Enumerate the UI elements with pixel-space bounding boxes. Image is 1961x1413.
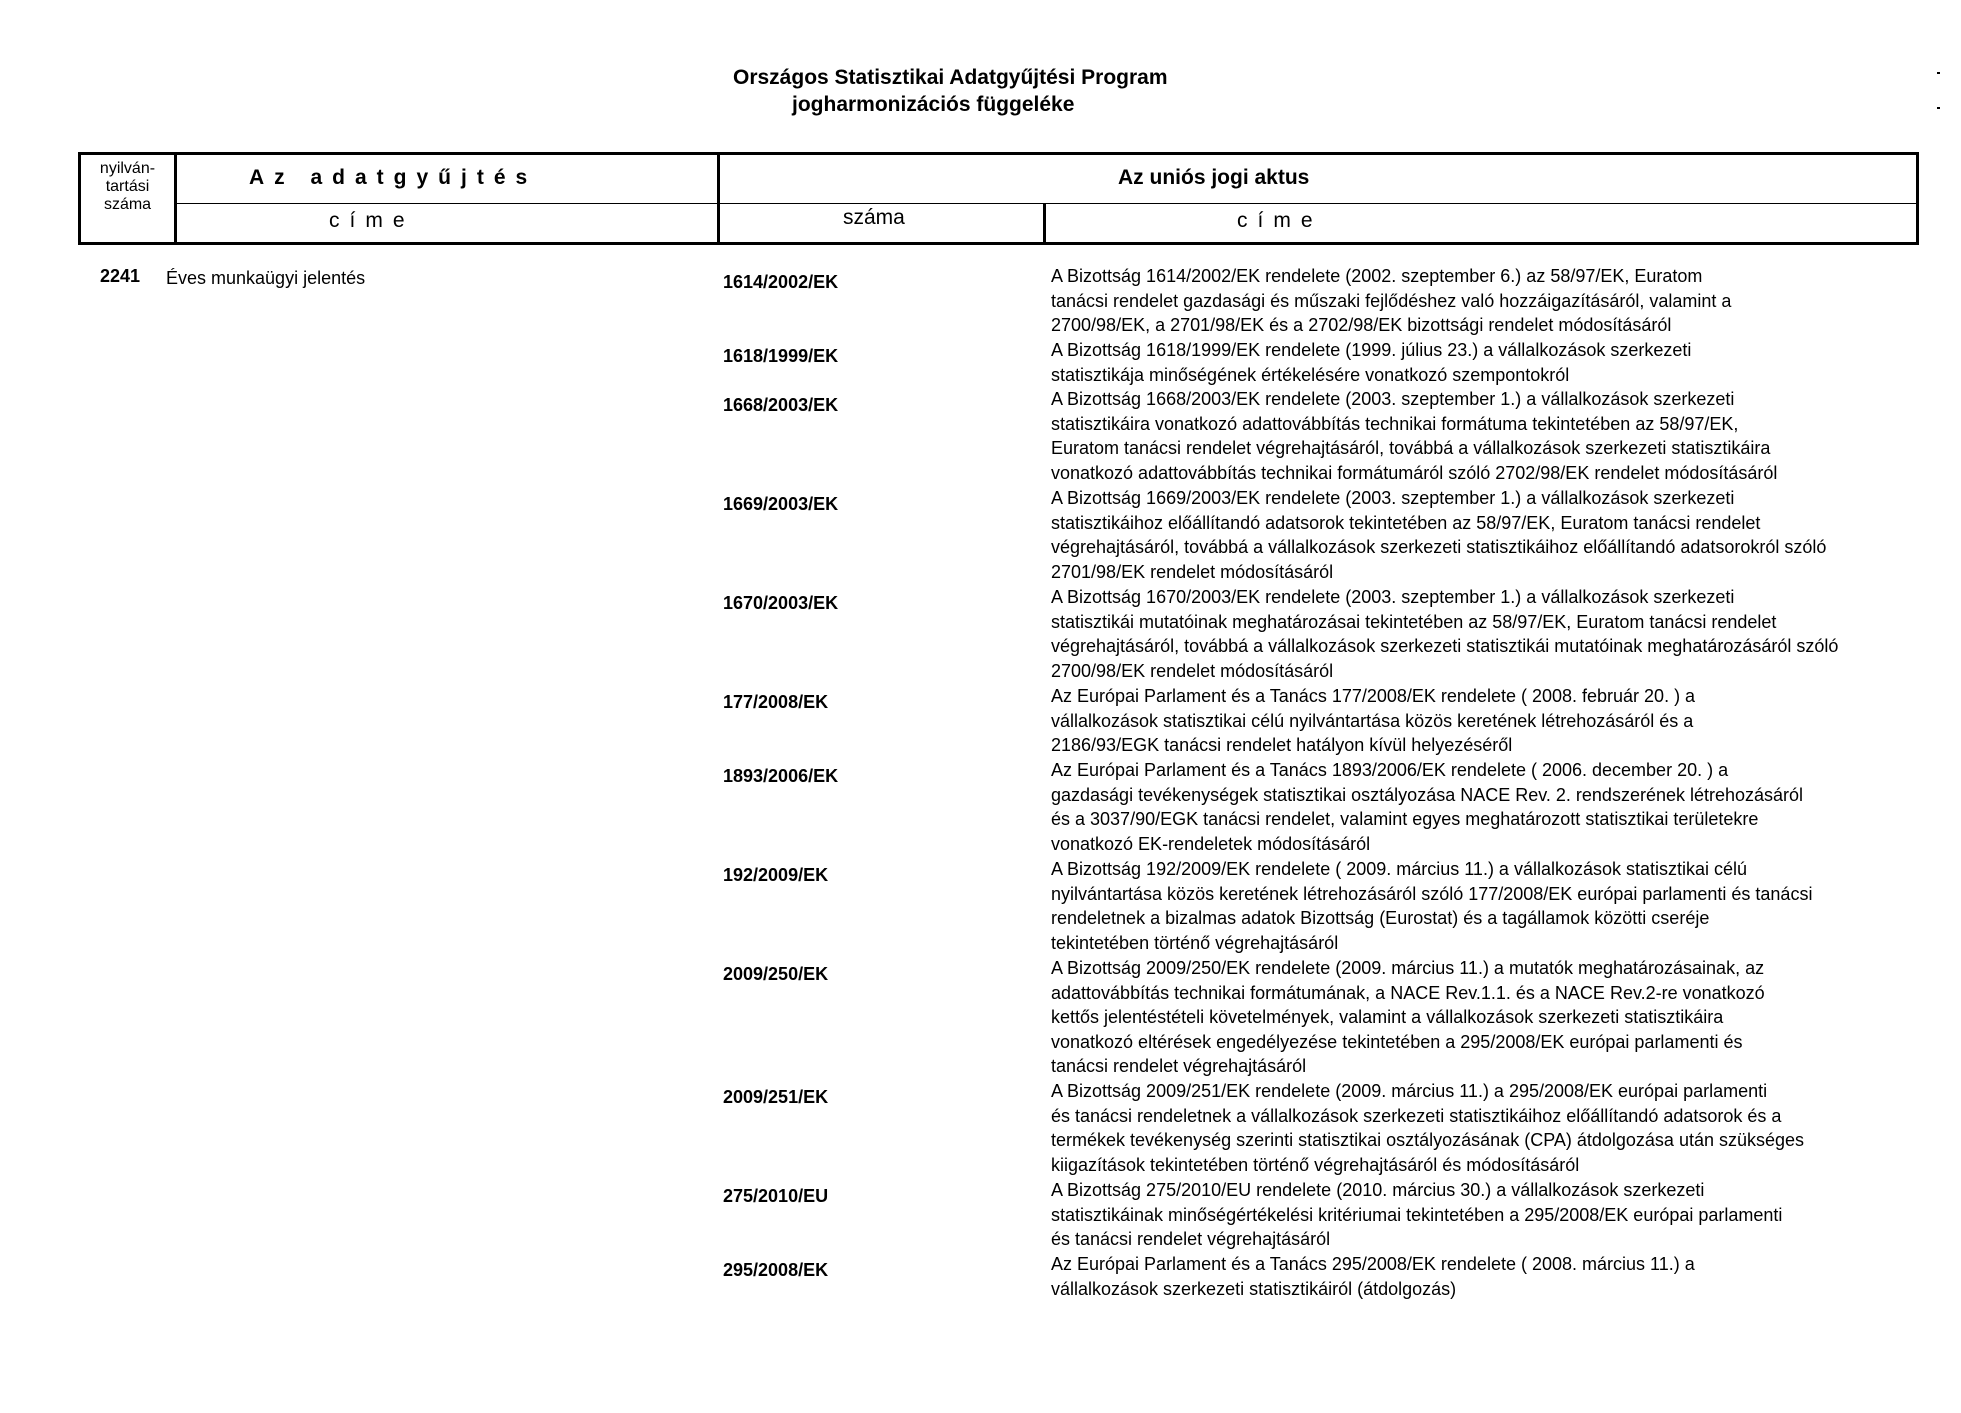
eu-act-header: Az uniós jogi aktus xyxy=(1118,166,1310,189)
act-number: 275/2010/EU xyxy=(723,1186,829,1206)
act-description: Az Európai Parlament és a Tanács 295/2008/EK rendelete ( 2008. március 11.) a vállalkozások szerkezeti statisztikáiról (átdolgozás) xyxy=(1051,1254,1695,1299)
act-number: 2009/251/EK xyxy=(723,1087,829,1107)
header-divider xyxy=(1043,203,1046,245)
act-description: A Bizottság 1614/2002/EK rendelete (2002. szeptember 6.) az 58/97/EK, Euratom tanácsi rendelet gazdasági és műszaki fejlődéshez való hozzáigazításáról, valamint a 2700/98/EK, a 2701/98/EK és a 2702/98/EK bizottsági rendelet módosításáról xyxy=(1051,266,1732,336)
entry-id: 2241 xyxy=(100,266,141,286)
act-number: 1893/2006/EK xyxy=(723,766,839,786)
act-number: 1614/2002/EK xyxy=(723,272,839,292)
header-divider xyxy=(717,155,720,242)
act-description: A Bizottság 2009/250/EK rendelete (2009. március 11.) a mutatók meghatározásainak, az adattovábbítás technikai formátumának, a NACE Rev.1.1. és a NACE Rev.2-re vonatkozó kettős jelentéstételi követelmények, valamint a vállalkozások szerkezeti statisztikáira vonatkozó eltérések engedélyezése tekintetében a 295/2008/EK európai parlamenti és tanácsi rendelet végrehajtásáról xyxy=(1051,958,1765,1077)
act-number: 1618/1999/EK xyxy=(723,346,839,366)
title-line-1: Országos Statisztikai Adatgyűjtési Program xyxy=(733,66,1168,89)
act-number: 2009/250/EK xyxy=(723,964,829,984)
header-rule xyxy=(174,203,1919,204)
header-divider xyxy=(174,155,177,242)
act-number: 192/2009/EK xyxy=(723,865,829,885)
table-header xyxy=(78,152,1919,245)
act-number: 295/2008/EK xyxy=(723,1260,829,1280)
act-description: Az Európai Parlament és a Tanács 1893/2006/EK rendelete ( 2006. december 20. ) a gazdasági tevékenységek statisztikai osztályozása NACE Rev. 2. rendszerének létrehozásáról és a 3037/90/EGK tanácsi rendelet, valamint egyes meghatározott statisztikai területekre vonatkozó EK-rendeletek módosításáról xyxy=(1051,760,1804,854)
act-number: 1669/2003/EK xyxy=(723,494,839,514)
act-description: A Bizottság 1618/1999/EK rendelete (1999. július 23.) a vállalkozások szerkezeti statisztikája minőségének értékelésére vonatkozó szempontokról xyxy=(1051,340,1692,385)
eu-number-header: száma xyxy=(843,206,905,229)
act-number: 1668/2003/EK xyxy=(723,395,839,415)
collection-title-header: címe xyxy=(329,209,415,232)
entry-title: Éves munkaügyi jelentés xyxy=(166,268,366,288)
act-number: 177/2008/EK xyxy=(723,692,829,712)
act-description: A Bizottság 192/2009/EK rendelete ( 2009. március 11.) a vállalkozások statisztikai célú nyilvántartása közös keretének létrehozásáról szóló 177/2008/EK európai parlamenti és tanácsi rendeletnek a bizalmas adatok Bizottság (Eurostat) és a tagállamok közötti cseréje tekintetében történő végrehajtásáról xyxy=(1051,859,1813,953)
collection-header: Az adatgyűjtés xyxy=(249,166,538,189)
margin-mark xyxy=(1937,107,1940,109)
act-description: A Bizottság 1669/2003/EK rendelete (2003. szeptember 1.) a vállalkozások szerkezeti statisztikáihoz előállítandó adatsorok tekintetében az 58/97/EK, Euratom tanácsi rendelet végrehajtásáról, továbbá a vállalkozások szerkezeti statisztikáihoz előállítandó adatsorokról szóló 2701/98/EK rendelet módosításáról xyxy=(1051,488,1827,582)
margin-mark xyxy=(1937,72,1940,74)
act-description: A Bizottság 275/2010/EU rendelete (2010. március 30.) a vállalkozások szerkezeti statisztikáinak minőségértékelési kritériumai tekintetében a 295/2008/EK európai parlamenti és tanácsi rendelet végrehajtásáról xyxy=(1051,1180,1783,1250)
reg-number-header: nyilván- tartási száma xyxy=(99,160,156,213)
act-description: Az Európai Parlament és a Tanács 177/2008/EK rendelete ( 2008. február 20. ) a vállalkozások statisztikai célú nyilvántartása közös keretének létrehozásáról és a 2186/93/EGK tanácsi rendelet hatályon kívül helyezéséről xyxy=(1051,686,1696,756)
title-line-2: jogharmonizációs függeléke xyxy=(792,93,1075,116)
act-description: A Bizottság 1670/2003/EK rendelete (2003. szeptember 1.) a vállalkozások szerkezeti statisztikái mutatóinak meghatározásai tekintetében az 58/97/EK, Euratom tanácsi rendelet végrehajtásáról, továbbá a vállalkozások szerkezeti statisztikái mutatóinak meghatározásáról szóló 2700/98/EK rendelet módosításáról xyxy=(1051,587,1839,681)
act-description: A Bizottság 1668/2003/EK rendelete (2003. szeptember 1.) a vállalkozások szerkezeti statisztikáira vonatkozó adattovábbítás technikai formátuma tekintetében az 58/97/EK, Euratom tanácsi rendelet végrehajtásáról, továbbá a vállalkozások szerkezeti statisztikáira vonatkozó adattovábbítás technikai formátumáról szóló 2702/98/EK rendelet módosításáról xyxy=(1051,389,1778,483)
eu-title-header: címe xyxy=(1237,209,1323,232)
act-number: 1670/2003/EK xyxy=(723,593,839,613)
act-description: A Bizottság 2009/251/EK rendelete (2009. március 11.) a 295/2008/EK európai parlamenti és tanácsi rendeletnek a vállalkozások szerkezeti statisztikáihoz előállítandó adatsorok és a termékek tevékenység szerinti statisztikai osztályozásának (CPA) átdolgozása után szükséges kiigazítások tekintetében történő végrehajtásáról és módosításáról xyxy=(1051,1081,1805,1175)
